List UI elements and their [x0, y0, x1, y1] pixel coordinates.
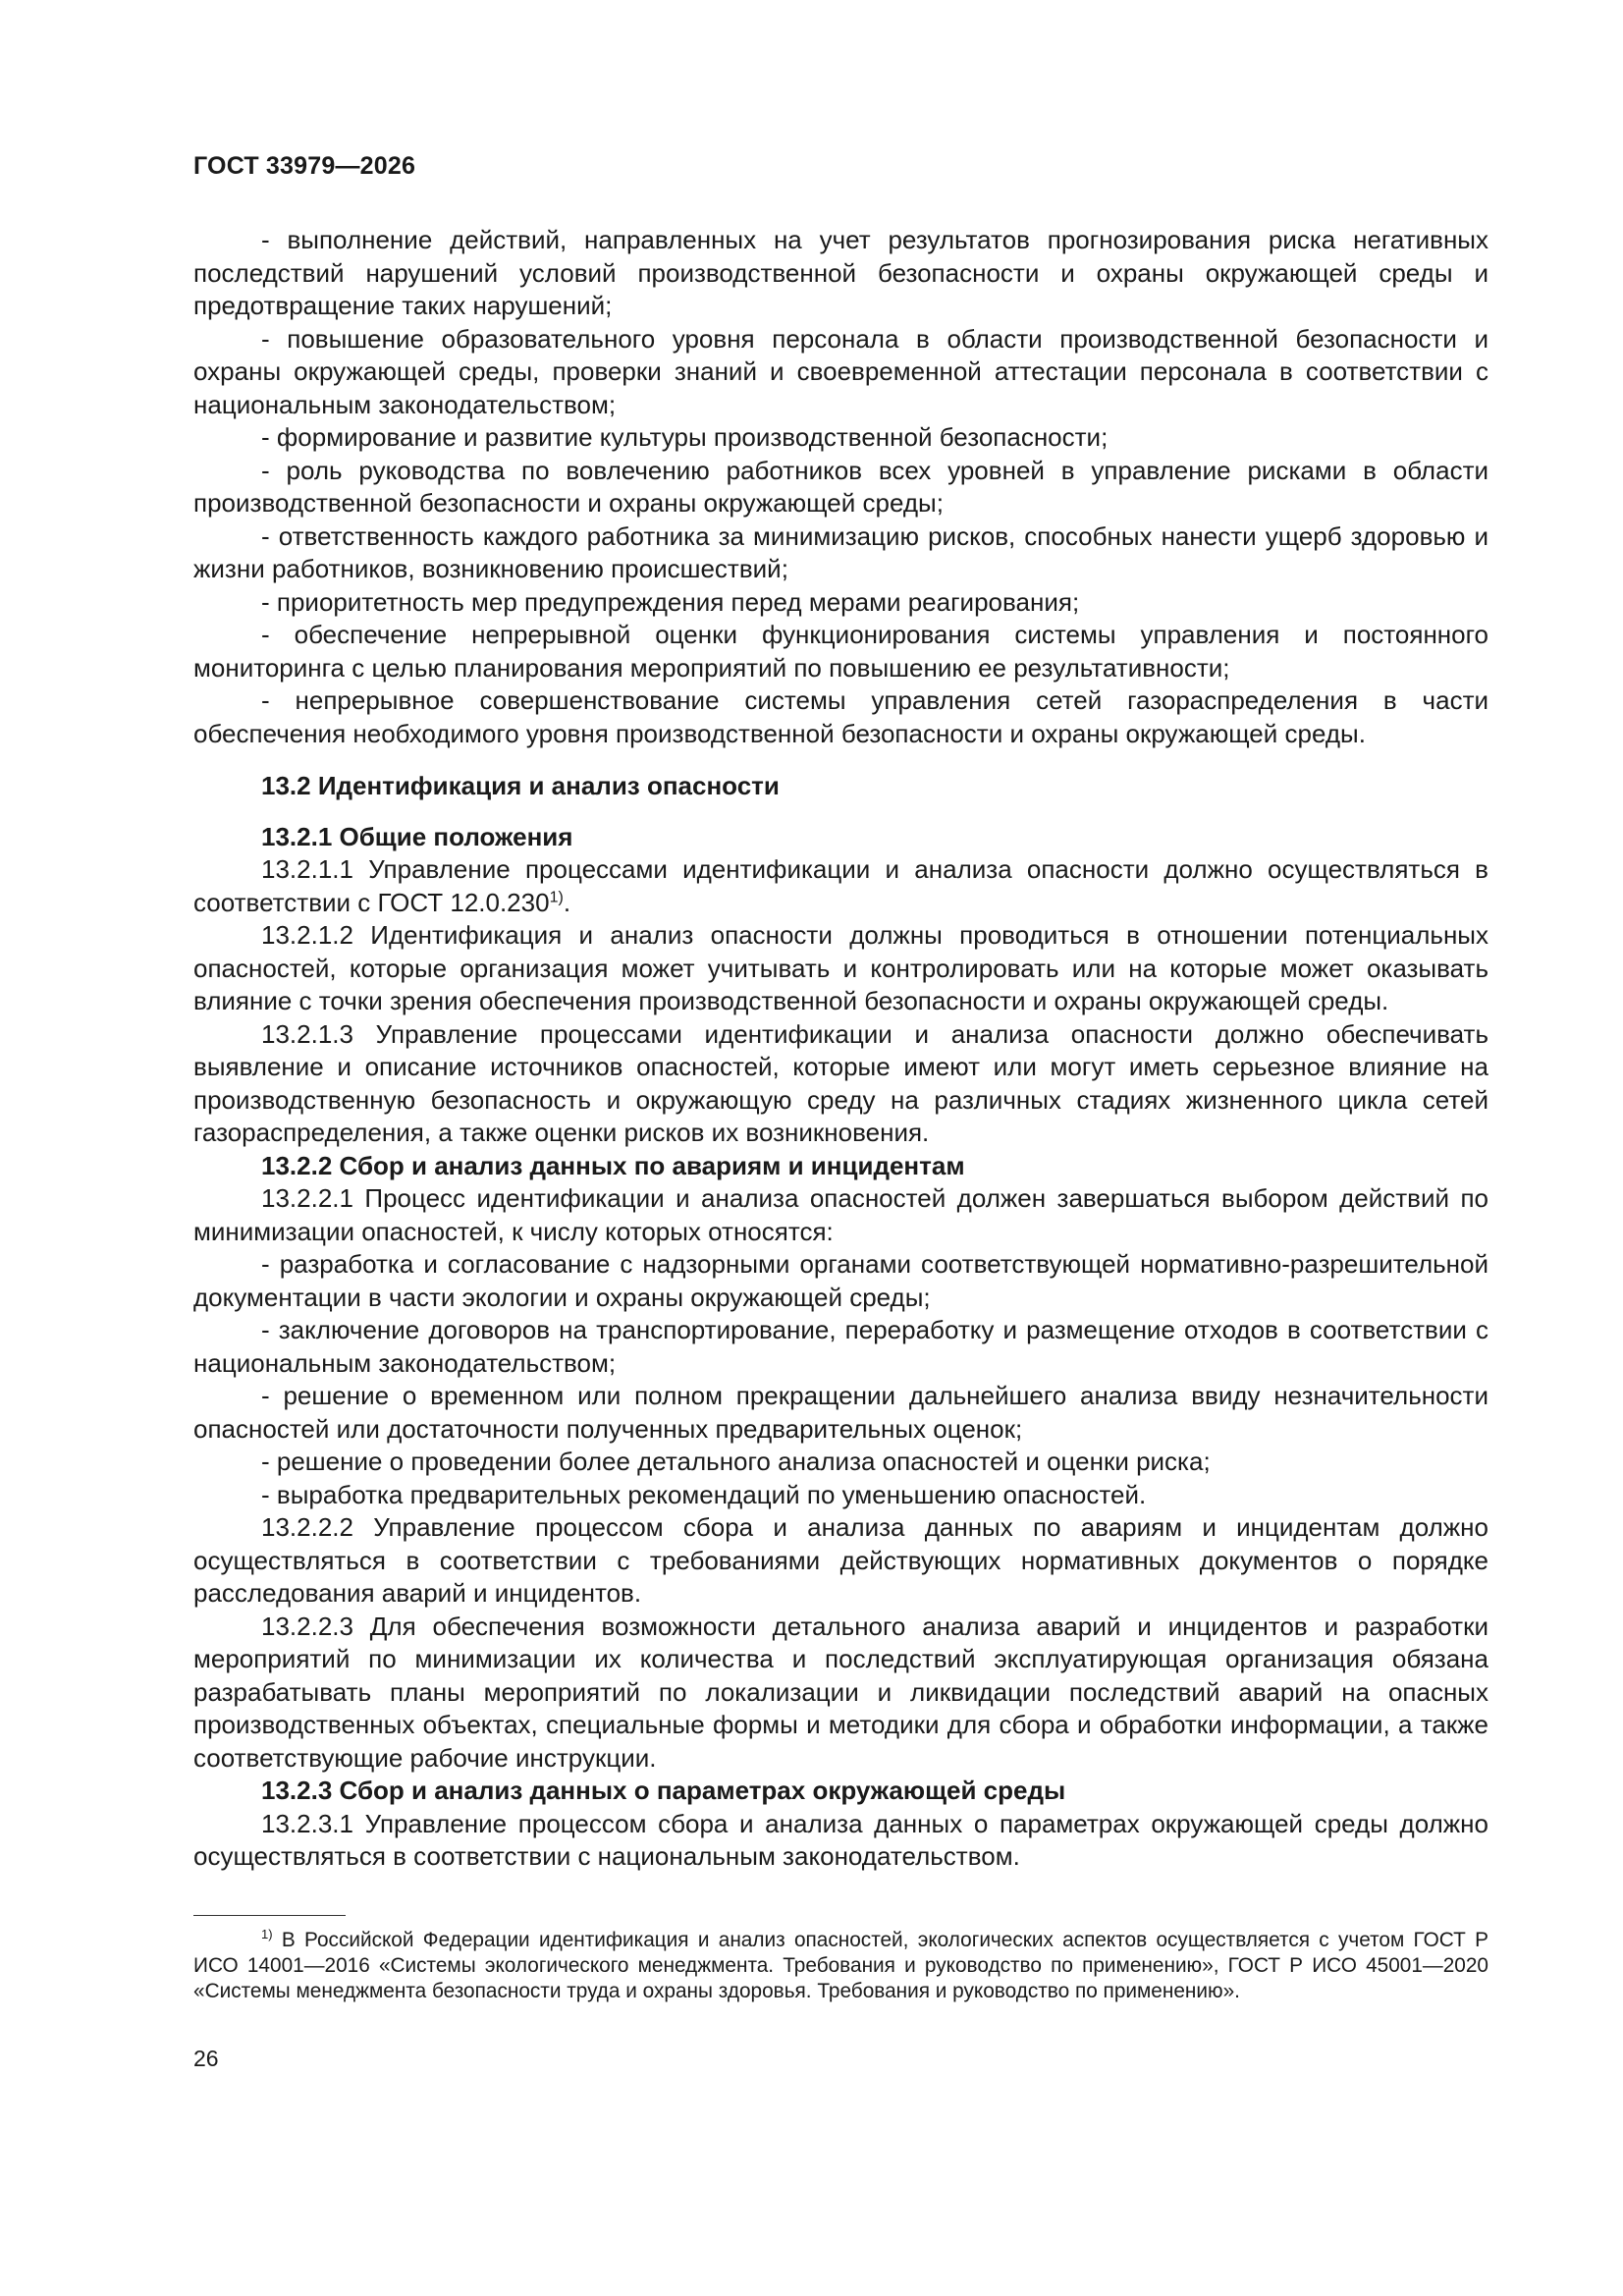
- list-item: - формирование и развитие культуры производственной безопасности;: [261, 422, 1109, 452]
- list-item: - заключение договоров на транспортирование, переработку и размещение отходов в соответствии с национальным законодательством;: [193, 1315, 1488, 1378]
- list-item: - ответственность каждого работника за минимизацию рисков, способных нанести ущерб здоровью и жизни работников, возникновению происшествий;: [193, 520, 1488, 583]
- list-item: - решение о проведении более детального анализа опасностей и оценки риска;: [261, 1447, 1211, 1476]
- list-item: - выполнение действий, направленных на учет результатов прогнозирования риска негативных последствий нарушений условий производственной безопасности и охраны окружающей среды и предотвращение таких нарушений;: [193, 225, 1488, 320]
- subsection-heading-13-2-1: 13.2.1 Общие положения: [261, 821, 573, 851]
- paragraph-13-2-2-1: 13.2.2.1 Процесс идентификации и анализа опасностей должен завершаться выбором действий по минимизации опасностей, к числу которых относятся:: [193, 1183, 1488, 1246]
- footnote-reference[interactable]: 1): [549, 888, 564, 905]
- subsection-heading-13-2-2: 13.2.2 Сбор и анализ данных по авариям и инцидентам: [261, 1150, 965, 1180]
- paragraph-text: 13.2.1.1 Управление процессами идентификации и анализа опасности должно осуществляться в соответствии с ГОСТ 12.0.230: [193, 854, 1488, 917]
- list-item: - выработка предварительных рекомендаций по уменьшению опасностей.: [261, 1479, 1147, 1509]
- footnote-text: В Российской Федерации идентификация и анализ опасностей, экологических аспектов осуществляется с учетом ГОСТ Р ИСО 14001—2016 «Системы экологического менеджмента. Требования и руководство по применению», ГОСТ Р ИСО 45001—2020 «Системы менеджмента безопасности труда и охраны здоровья. Требования и руководство по применению».: [193, 1929, 1488, 2002]
- list-item: - обеспечение непрерывной оценки функционирования системы управления и постоянного мониторинга с целью планирования мероприятий по повышению ее результативности;: [193, 620, 1488, 683]
- list-item: - разработка и согласование с надзорными органами соответствующей нормативно-разрешительной документации в части экологии и охраны окружающей среды;: [193, 1249, 1488, 1312]
- list-item: - повышение образовательного уровня персонала в области производственной безопасности и охраны окружающей среды, проверки знаний и своевременной аттестации персонала в соответствии с национальным законодательством;: [193, 323, 1488, 419]
- footnote-paragraph: [193, 1928, 1488, 2004]
- subsection-heading-13-2-3: 13.2.3 Сбор и анализ данных о параметрах окружающей среды: [261, 1776, 1066, 1805]
- page-number: 26: [193, 2046, 219, 2071]
- paragraph-13-2-1-2: 13.2.1.2 Идентификация и анализ опасности должны проводиться в отношении потенциальных опасностей, которые организация может учитывать и контролировать или на которые может оказывать влияние с точки зрения обеспечения производственной безопасности и охраны окружающей среды.: [193, 920, 1488, 1015]
- footnote: [193, 1928, 1488, 2004]
- page-header-title: ГОСТ 33979—2026: [193, 152, 416, 180]
- paragraph-13-2-3-1: 13.2.3.1 Управление процессом сбора и анализа данных о параметрах окружающей среды должно осуществляться в соответствии с национальным законодательством.: [193, 1808, 1488, 1871]
- paragraph-13-2-2-3: 13.2.2.3 Для обеспечения возможности детального анализа аварий и инцидентов и разработки мероприятий по минимизации их количества и последствий эксплуатирующая организация обязана разрабатывать планы мероприятий по локализации и ликвидации последствий аварий на опасных производственных объектах, специальные формы и методики для сбора и обработки информации, а также соответствующие рабочие инструкции.: [193, 1611, 1488, 1773]
- document-body: [193, 224, 1488, 1874]
- list-item: - приоритетность мер предупреждения перед мерами реагирования;: [261, 586, 1080, 617]
- section-heading-13-2: 13.2 Идентификация и анализ опасности: [261, 771, 780, 800]
- paragraph-end: .: [563, 887, 571, 917]
- list-item: - роль руководства по вовлечению работников всех уровней в управление рисками в области производственной безопасности и охраны окружающей среды;: [193, 455, 1488, 518]
- footnote-divider: [193, 1915, 346, 1916]
- paragraph-13-2-2-2: 13.2.2.2 Управление процессом сбора и анализа данных по авариям и инцидентам должно осуществляться в соответствии с требованиями действующих нормативных документов о порядке расследования аварий и инцидентов.: [193, 1512, 1488, 1608]
- paragraph-13-2-1-3: 13.2.1.3 Управление процессами идентификации и анализа опасности должно обеспечивать выявление и описание источников опасностей, которые имеют или могут иметь серьезное влияние на производственную безопасность и окружающую среду на различных стадиях жизненного цикла сетей газораспределения, а также оценки рисков их возникновения.: [193, 1018, 1488, 1147]
- paragraph-13-2-1-1: [193, 853, 1488, 919]
- list-item: - непрерывное совершенствование системы управления сетей газораспределения в части обеспечения необходимого уровня производственной безопасности и охраны окружающей среды.: [193, 685, 1488, 748]
- list-item: - решение о временном или полном прекращении дальнейшего анализа ввиду незначительности опасностей или достаточности полученных предварительных оценок;: [193, 1381, 1488, 1444]
- footnote-marker: 1): [261, 1927, 273, 1942]
